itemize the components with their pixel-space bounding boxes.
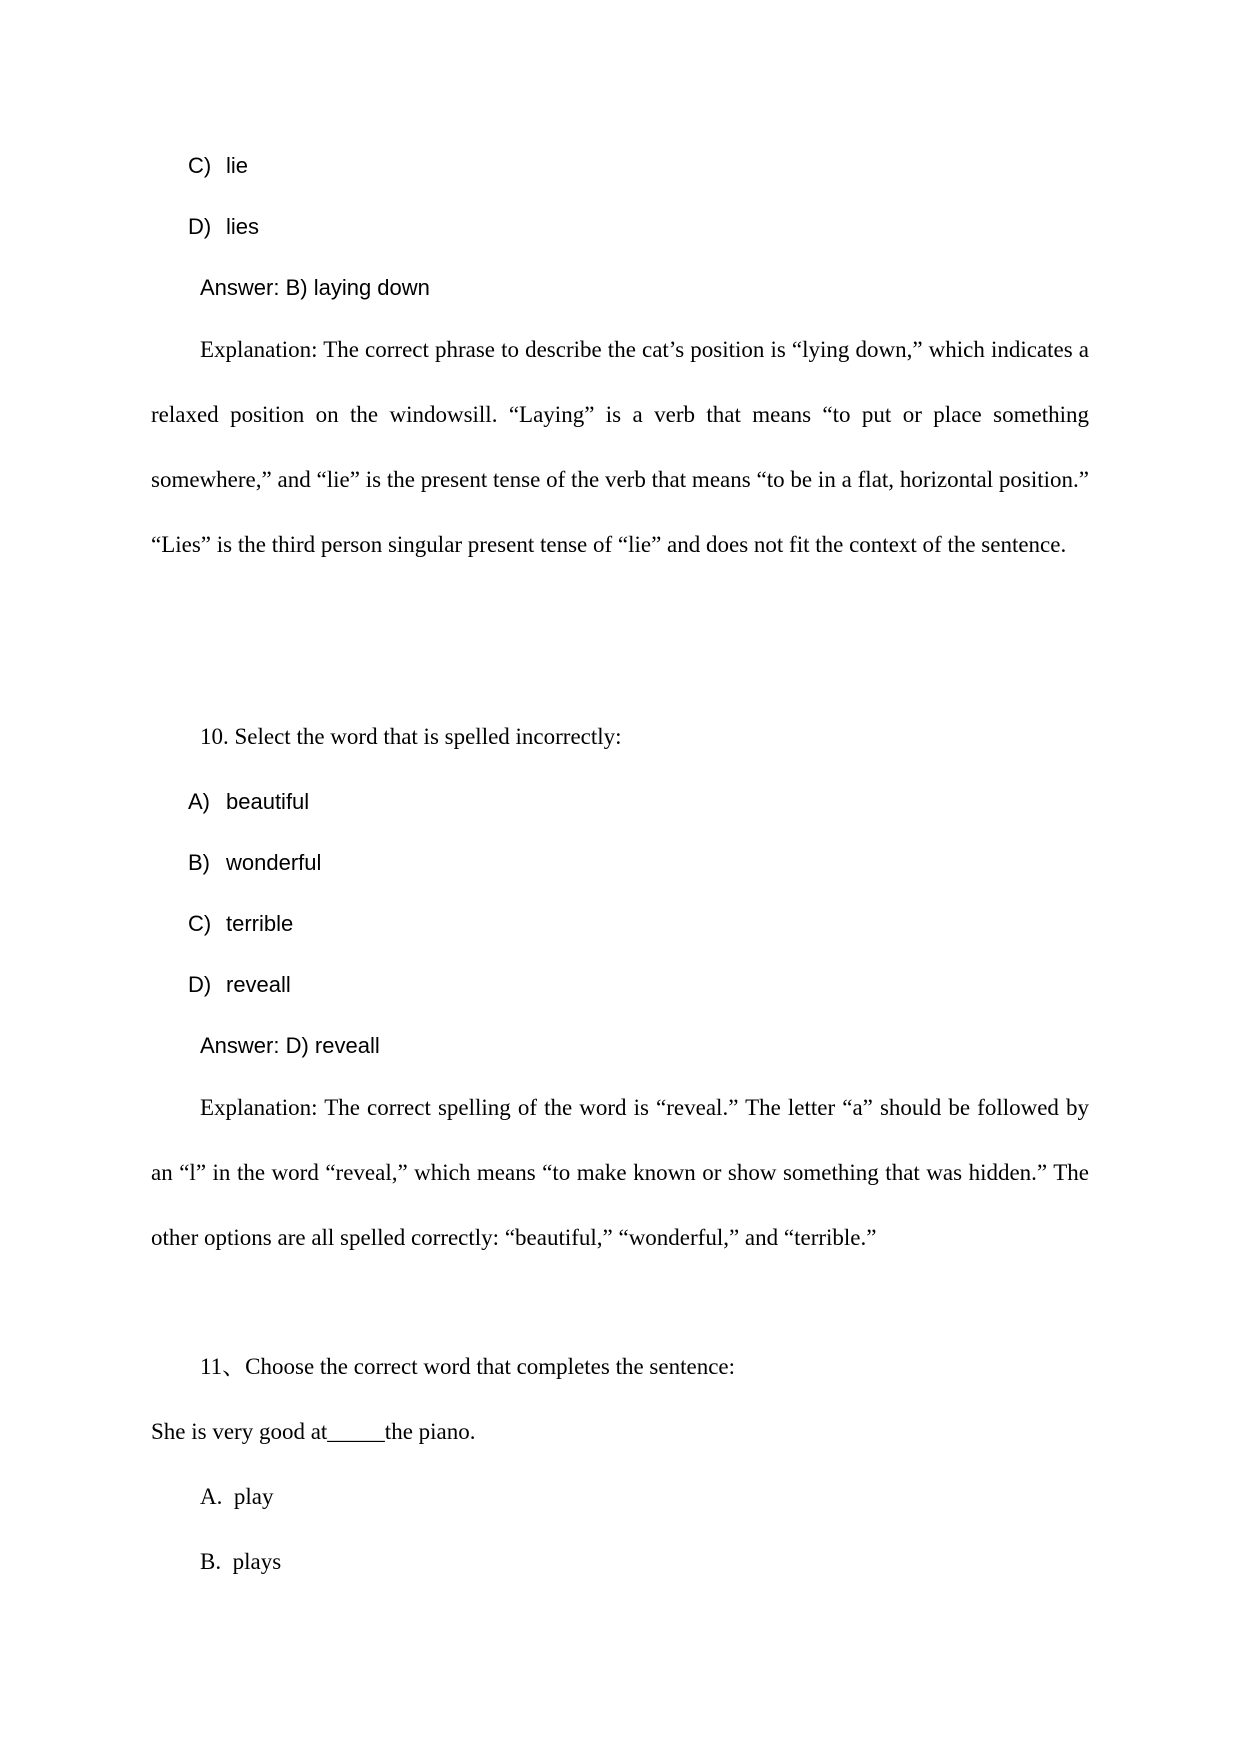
- q11-sentence: She is very good at_____the piano.: [151, 1419, 476, 1444]
- q10-option-b-text: wonderful: [226, 850, 322, 875]
- q10-answer: Answer: D) reveall: [200, 1033, 380, 1058]
- q10-option-c-text: terrible: [226, 911, 294, 936]
- q10-option-d-letter: D): [188, 972, 212, 997]
- q10-option-b-letter: B): [188, 850, 210, 875]
- q9-explanation: Explanation: The correct phrase to describe the cat’s position is “lying down,” which indicates a relaxed position on the windowsill. “Laying” is a verb that means “to put or place something somewhere,” and “lie” is the present tense of the verb that means “to be in a flat, horizontal position.” “Lies” is the third person singular present tense of “lie” and does not fit the context of the sentence.: [151, 337, 1089, 557]
- q10-option-d-text: reveall: [226, 972, 291, 997]
- q10-option-a: [188, 788, 309, 816]
- q10-option-c: [188, 910, 293, 938]
- q9-option-d-text: lies: [226, 214, 260, 239]
- q9-option-c-letter: C): [188, 153, 212, 178]
- q9-option-c: [188, 152, 248, 180]
- q9-option-c-text: lie: [226, 153, 249, 178]
- q9-option-d: [188, 213, 259, 241]
- q10-explanation: Explanation: The correct spelling of the word is “reveal.” The letter “a” should be followed by an “l” in the word “reveal,” which means “to make known or show something that was hidden.” The other options are all spelled correctly: “beautiful,” “wonderful,” and “terrible.”: [151, 1095, 1089, 1250]
- q10-option-d: [188, 971, 291, 999]
- q11-option-b: B. plays: [200, 1549, 282, 1574]
- q11-option-a: A. play: [200, 1484, 274, 1509]
- q10-option-b: [188, 849, 321, 877]
- q10-question: 10. Select the word that is spelled incorrectly:: [200, 724, 622, 749]
- q9-answer: Answer: B) laying down: [200, 275, 430, 300]
- q11-question: 11、Choose the correct word that completes the sentence:: [200, 1354, 735, 1379]
- q10-option-c-letter: C): [188, 911, 212, 936]
- q9-option-d-letter: D): [188, 214, 212, 239]
- q10-option-a-text: beautiful: [226, 789, 310, 814]
- q10-option-a-letter: A): [188, 789, 210, 814]
